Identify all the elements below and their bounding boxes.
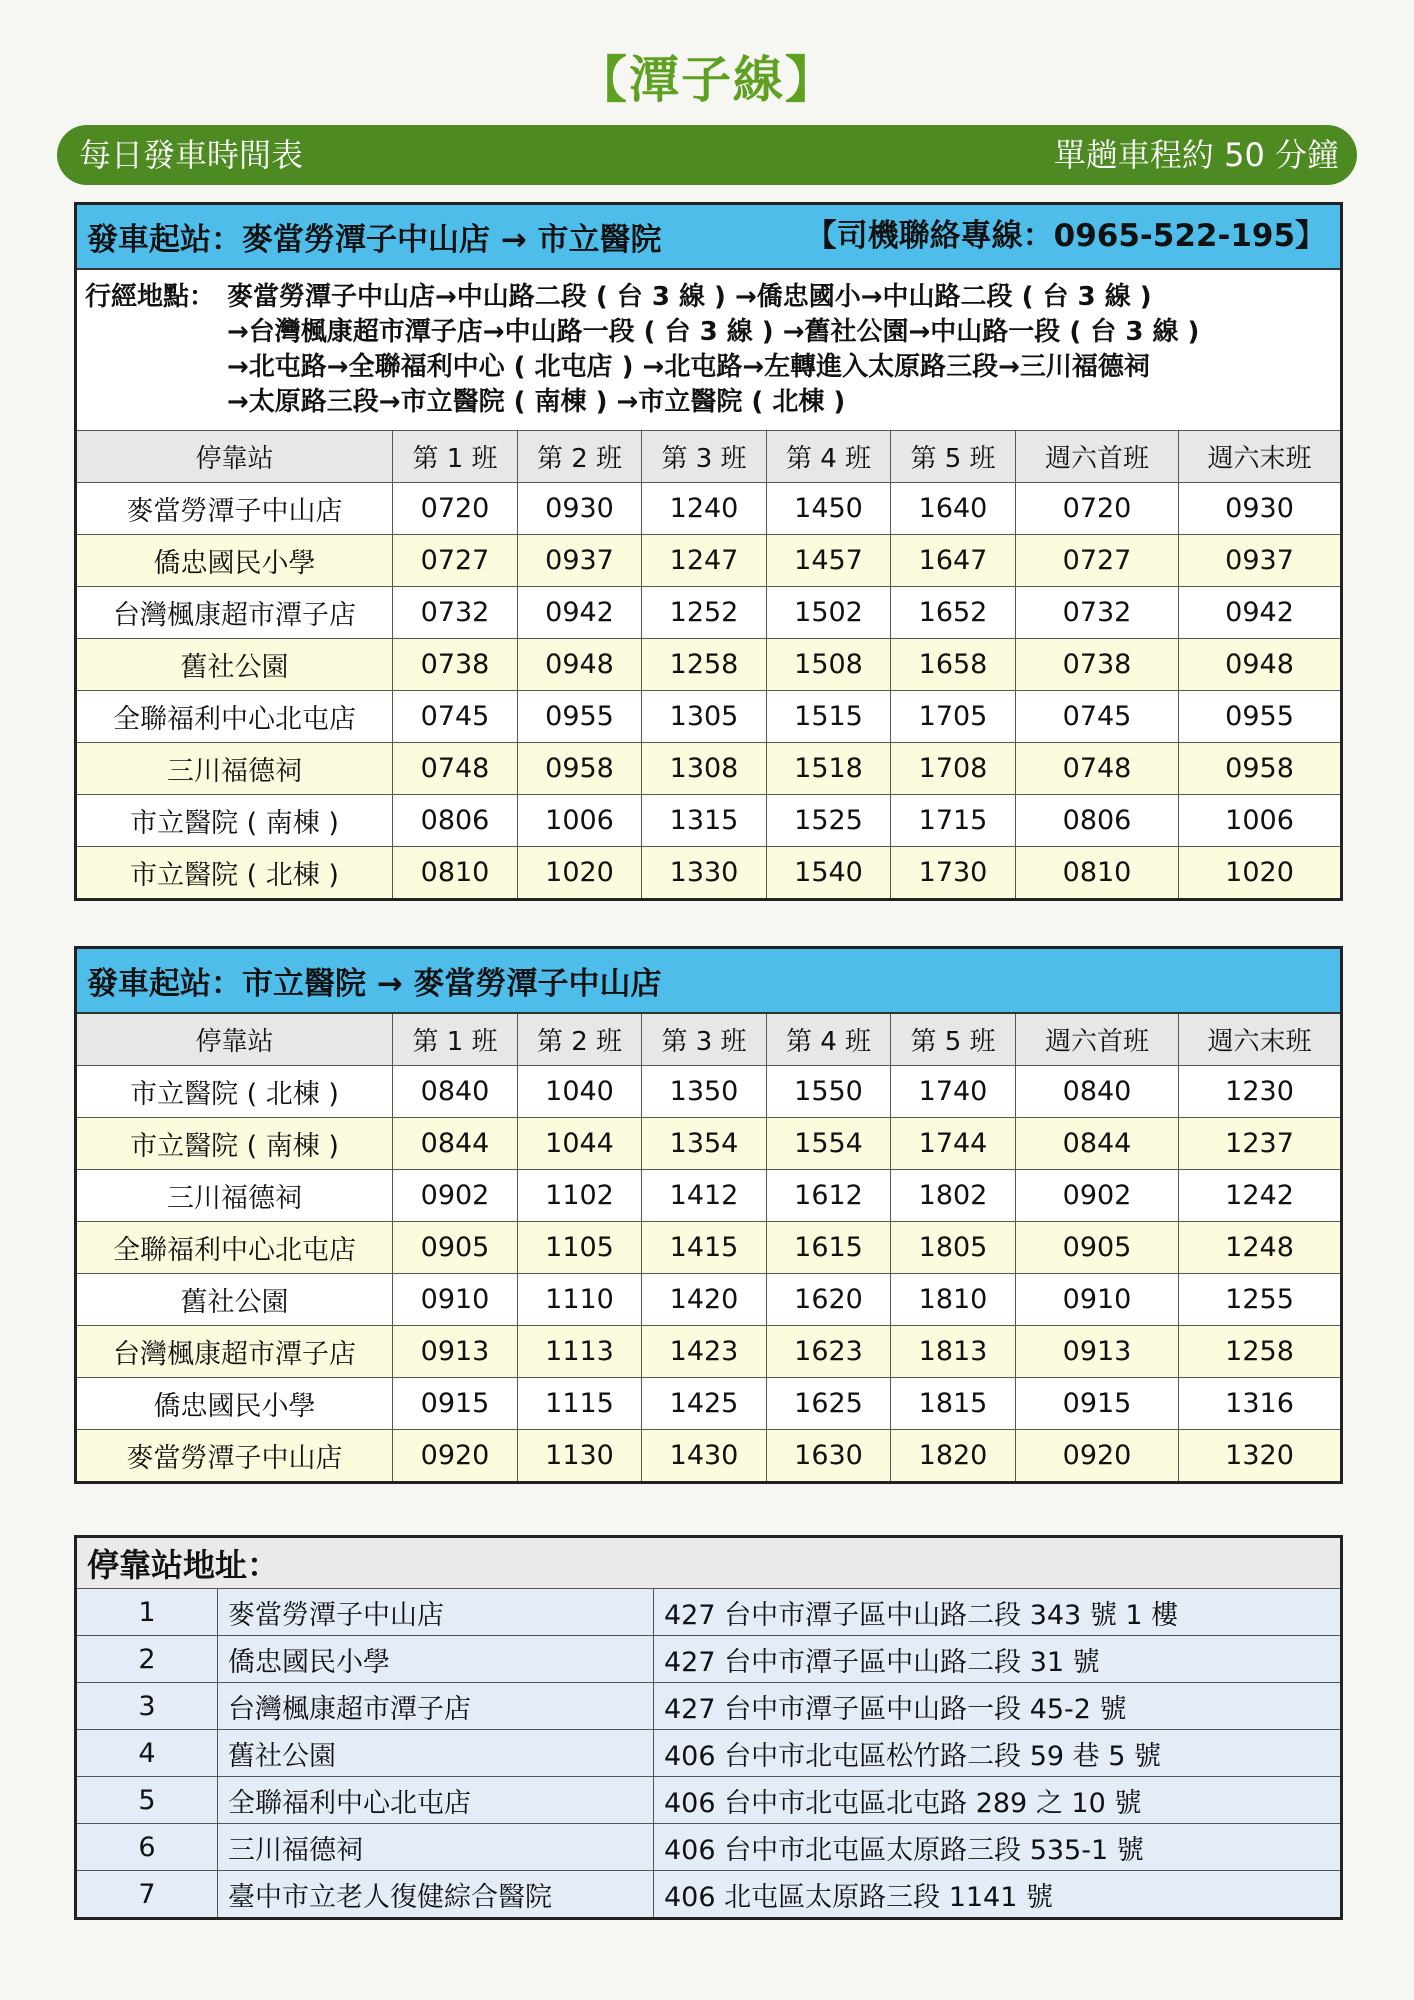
col-run-5: 第 5 班 — [891, 431, 1016, 483]
departure-time: 0955 — [518, 691, 642, 743]
departure-time: 1813 — [891, 1326, 1016, 1378]
stop-number: 1 — [76, 1589, 218, 1636]
departure-time: 0905 — [393, 1222, 518, 1274]
col-stop: 停靠站 — [76, 431, 393, 483]
stop-number: 2 — [76, 1636, 218, 1683]
schedule-table-return — [74, 946, 1343, 1484]
departure-time: 0942 — [1179, 587, 1342, 639]
col-run-1: 第 1 班 — [393, 431, 518, 483]
departure-time: 1820 — [891, 1430, 1016, 1483]
table-row — [76, 1378, 1342, 1430]
table-row — [76, 1274, 1342, 1326]
departure-time: 0844 — [1016, 1118, 1179, 1170]
departure-time: 0913 — [1016, 1326, 1179, 1378]
departure-time: 1258 — [1179, 1326, 1342, 1378]
stop-name: 三川福德祠 — [76, 743, 393, 795]
departure-time: 1612 — [767, 1170, 891, 1222]
departure-time: 1620 — [767, 1274, 891, 1326]
departure-time: 0915 — [1016, 1378, 1179, 1430]
departure-time: 1040 — [518, 1066, 642, 1118]
stop-name: 僑忠國民小學 — [218, 1636, 654, 1683]
stop-address: 406 北屯區太原路三段 1141 號 — [654, 1871, 1342, 1919]
stop-name: 市立醫院 ( 南棟 ) — [76, 1118, 393, 1170]
departure-time: 0930 — [1179, 483, 1342, 535]
stop-address: 406 台中市北屯區太原路三段 535-1 號 — [654, 1824, 1342, 1871]
outbound-header — [76, 204, 1342, 270]
page-title: 【潭子線】 — [577, 51, 837, 109]
departure-time: 0840 — [1016, 1066, 1179, 1118]
stop-name: 舊社公園 — [76, 639, 393, 691]
departure-time: 1508 — [767, 639, 891, 691]
departure-time: 0748 — [1016, 743, 1179, 795]
stop-number: 7 — [76, 1871, 218, 1919]
departure-time: 1110 — [518, 1274, 642, 1326]
departure-time: 1412 — [642, 1170, 767, 1222]
departure-time: 1350 — [642, 1066, 767, 1118]
address-row — [76, 1683, 1342, 1730]
stop-number: 4 — [76, 1730, 218, 1777]
departure-time: 0958 — [1179, 743, 1342, 795]
departure-time: 1248 — [1179, 1222, 1342, 1274]
departure-time: 1518 — [767, 743, 891, 795]
stop-name: 台灣楓康超市潭子店 — [76, 587, 393, 639]
departure-time: 0720 — [393, 483, 518, 535]
stop-name: 僑忠國民小學 — [76, 535, 393, 587]
departure-time: 1744 — [891, 1118, 1016, 1170]
route-line: →北屯路→全聯福利中心 ( 北屯店 ) →北屯路→左轉進入太原路三段→三川福德祠 — [227, 352, 1150, 382]
departure-time: 1502 — [767, 587, 891, 639]
departure-time: 0810 — [1016, 847, 1179, 900]
departure-time: 1802 — [891, 1170, 1016, 1222]
stop-number: 5 — [76, 1777, 218, 1824]
departure-time: 0937 — [518, 535, 642, 587]
departure-time: 1305 — [642, 691, 767, 743]
departure-time: 1044 — [518, 1118, 642, 1170]
table-row — [76, 639, 1342, 691]
departure-time: 1252 — [642, 587, 767, 639]
departure-time: 0958 — [518, 743, 642, 795]
departure-time: 0920 — [1016, 1430, 1179, 1483]
table-row — [76, 483, 1342, 535]
col-run-3: 第 3 班 — [642, 1013, 767, 1066]
departure-time: 1450 — [767, 483, 891, 535]
departure-time: 1550 — [767, 1066, 891, 1118]
departure-time: 1102 — [518, 1170, 642, 1222]
departure-time: 1240 — [642, 483, 767, 535]
stop-name: 麥當勞潭子中山店 — [76, 483, 393, 535]
departure-time: 0942 — [518, 587, 642, 639]
address-row — [76, 1730, 1342, 1777]
departure-time: 1020 — [1179, 847, 1342, 900]
address-row — [76, 1871, 1342, 1919]
departure-time: 1810 — [891, 1274, 1016, 1326]
address-row — [76, 1824, 1342, 1871]
departure-time: 1130 — [518, 1430, 642, 1483]
departure-time: 1415 — [642, 1222, 767, 1274]
departure-time: 1420 — [642, 1274, 767, 1326]
table-row — [76, 1066, 1342, 1118]
trip-duration: 單趟車程約 50 分鐘 — [1053, 136, 1339, 174]
departure-time: 1623 — [767, 1326, 891, 1378]
departure-time: 0913 — [393, 1326, 518, 1378]
table-row — [76, 691, 1342, 743]
departure-time: 1630 — [767, 1430, 891, 1483]
departure-time: 0732 — [1016, 587, 1179, 639]
departure-time: 1658 — [891, 639, 1016, 691]
stop-address: 406 台中市北屯區北屯路 289 之 10 號 — [654, 1777, 1342, 1824]
stop-name: 麥當勞潭子中山店 — [218, 1589, 654, 1636]
departure-time: 1515 — [767, 691, 891, 743]
departure-time: 1815 — [891, 1378, 1016, 1430]
col-run-3: 第 3 班 — [642, 431, 767, 483]
address-header: 停靠站地址： — [76, 1537, 1342, 1589]
departure-time: 0727 — [1016, 535, 1179, 587]
stop-name: 市立醫院 ( 南棟 ) — [76, 795, 393, 847]
table-row — [76, 795, 1342, 847]
stop-name: 市立醫院 ( 北棟 ) — [76, 847, 393, 900]
departure-time: 1020 — [518, 847, 642, 900]
table-row — [76, 1170, 1342, 1222]
table-row — [76, 1118, 1342, 1170]
stop-name: 臺中市立老人復健綜合醫院 — [218, 1871, 654, 1919]
departure-time: 0810 — [393, 847, 518, 900]
banner-title: 每日發車時間表 — [79, 136, 304, 174]
departure-time: 1708 — [891, 743, 1016, 795]
departure-time: 0738 — [393, 639, 518, 691]
departure-time: 0902 — [393, 1170, 518, 1222]
table-row — [76, 743, 1342, 795]
stop-name: 舊社公園 — [76, 1274, 393, 1326]
departure-time: 0727 — [393, 535, 518, 587]
departure-time: 1258 — [642, 639, 767, 691]
departure-time: 1730 — [891, 847, 1016, 900]
route-label: 行經地點： — [85, 282, 216, 312]
departure-time: 1113 — [518, 1326, 642, 1378]
col-run-2: 第 2 班 — [518, 1013, 642, 1066]
table-row — [76, 847, 1342, 900]
col-sat-first: 週六首班 — [1016, 1013, 1179, 1066]
stop-number: 6 — [76, 1824, 218, 1871]
departure-time: 1330 — [642, 847, 767, 900]
departure-time: 1640 — [891, 483, 1016, 535]
departure-time: 0748 — [393, 743, 518, 795]
schedule-table-outbound — [74, 202, 1343, 901]
departure-time: 0732 — [393, 587, 518, 639]
address-row — [76, 1636, 1342, 1683]
departure-time: 1540 — [767, 847, 891, 900]
departure-time: 1105 — [518, 1222, 642, 1274]
stop-name: 麥當勞潭子中山店 — [76, 1430, 393, 1483]
stop-name: 全聯福利中心北屯店 — [76, 691, 393, 743]
stop-name: 舊社公園 — [218, 1730, 654, 1777]
departure-time: 1006 — [1179, 795, 1342, 847]
stop-name: 僑忠國民小學 — [76, 1378, 393, 1430]
departure-time: 0745 — [1016, 691, 1179, 743]
departure-time: 0840 — [393, 1066, 518, 1118]
departure-time: 1554 — [767, 1118, 891, 1170]
stop-name: 市立醫院 ( 北棟 ) — [76, 1066, 393, 1118]
stop-address: 427 台中市潭子區中山路二段 343 號 1 樓 — [654, 1589, 1342, 1636]
departure-time: 1115 — [518, 1378, 642, 1430]
departure-time: 1652 — [891, 587, 1016, 639]
departure-time: 1247 — [642, 535, 767, 587]
departure-time: 0745 — [393, 691, 518, 743]
departure-time: 1740 — [891, 1066, 1016, 1118]
departure-time: 0910 — [1016, 1274, 1179, 1326]
departure-time: 0806 — [1016, 795, 1179, 847]
col-sat-last: 週六末班 — [1179, 1013, 1342, 1066]
table-row — [76, 1326, 1342, 1378]
address-row — [76, 1589, 1342, 1636]
departure-time: 1615 — [767, 1222, 891, 1274]
departure-time: 0720 — [1016, 483, 1179, 535]
stop-name: 全聯福利中心北屯店 — [76, 1222, 393, 1274]
col-run-5: 第 5 班 — [891, 1013, 1016, 1066]
stop-address: 427 台中市潭子區中山路二段 31 號 — [654, 1636, 1342, 1683]
departure-time: 0806 — [393, 795, 518, 847]
col-run-4: 第 4 班 — [767, 1013, 891, 1066]
stop-name: 台灣楓康超市潭子店 — [218, 1683, 654, 1730]
driver-hotline: 【司機聯絡專線：0965-522-195】 — [805, 218, 1327, 254]
stop-number: 3 — [76, 1683, 218, 1730]
departure-time: 1237 — [1179, 1118, 1342, 1170]
departure-time: 0905 — [1016, 1222, 1179, 1274]
departure-time: 0920 — [393, 1430, 518, 1483]
departure-time: 0902 — [1016, 1170, 1179, 1222]
departure-time: 1625 — [767, 1378, 891, 1430]
departure-time: 1308 — [642, 743, 767, 795]
departure-time: 1457 — [767, 535, 891, 587]
route-line: 麥當勞潭子中山店→中山路二段 ( 台 3 線 ) →僑忠國小→中山路二段 ( 台 3 線 ) — [227, 282, 1152, 312]
address-row — [76, 1777, 1342, 1824]
stop-name: 全聯福利中心北屯店 — [218, 1777, 654, 1824]
col-stop: 停靠站 — [76, 1013, 393, 1066]
stop-address: 406 台中市北屯區松竹路二段 59 巷 5 號 — [654, 1730, 1342, 1777]
route-description — [76, 269, 1342, 431]
departure-time: 1715 — [891, 795, 1016, 847]
departure-time: 1315 — [642, 795, 767, 847]
stop-name: 三川福德祠 — [218, 1824, 654, 1871]
table-row — [76, 587, 1342, 639]
departure-time: 1705 — [891, 691, 1016, 743]
departure-time: 1425 — [642, 1378, 767, 1430]
departure-time: 1255 — [1179, 1274, 1342, 1326]
col-sat-first: 週六首班 — [1016, 431, 1179, 483]
departure-time: 1006 — [518, 795, 642, 847]
schedule-banner — [57, 125, 1357, 185]
route-line: →台灣楓康超市潭子店→中山路一段 ( 台 3 線 ) →舊社公園→中山路一段 ( 台 3 線 ) — [227, 317, 1200, 347]
table-row — [76, 1430, 1342, 1483]
stop-name: 三川福德祠 — [76, 1170, 393, 1222]
departure-time: 0930 — [518, 483, 642, 535]
departure-time: 1430 — [642, 1430, 767, 1483]
departure-time: 0738 — [1016, 639, 1179, 691]
table-row — [76, 1222, 1342, 1274]
departure-time: 1316 — [1179, 1378, 1342, 1430]
departure-time: 1354 — [642, 1118, 767, 1170]
col-run-1: 第 1 班 — [393, 1013, 518, 1066]
col-run-4: 第 4 班 — [767, 431, 891, 483]
stop-address-table — [74, 1535, 1343, 1920]
departure-time: 0948 — [1179, 639, 1342, 691]
stop-address: 427 台中市潭子區中山路一段 45-2 號 — [654, 1683, 1342, 1730]
departure-time: 0937 — [1179, 535, 1342, 587]
outbound-origin: 發車起站：麥當勞潭子中山店 → 市立醫院 — [87, 222, 662, 258]
departure-time: 0948 — [518, 639, 642, 691]
departure-time: 1525 — [767, 795, 891, 847]
departure-time: 0915 — [393, 1378, 518, 1430]
table-row — [76, 535, 1342, 587]
departure-time: 1805 — [891, 1222, 1016, 1274]
departure-time: 0910 — [393, 1274, 518, 1326]
route-line: →太原路三段→市立醫院 ( 南棟 ) →市立醫院 ( 北棟 ) — [227, 387, 846, 417]
return-header: 發車起站：市立醫院 → 麥當勞潭子中山店 — [76, 948, 1342, 1014]
departure-time: 0955 — [1179, 691, 1342, 743]
col-sat-last: 週六末班 — [1179, 431, 1342, 483]
col-run-2: 第 2 班 — [518, 431, 642, 483]
departure-time: 1647 — [891, 535, 1016, 587]
column-header-row — [76, 1013, 1342, 1066]
departure-time: 1423 — [642, 1326, 767, 1378]
stop-name: 台灣楓康超市潭子店 — [76, 1326, 393, 1378]
column-header-row — [76, 431, 1342, 483]
departure-time: 0844 — [393, 1118, 518, 1170]
departure-time: 1242 — [1179, 1170, 1342, 1222]
departure-time: 1230 — [1179, 1066, 1342, 1118]
departure-time: 1320 — [1179, 1430, 1342, 1483]
